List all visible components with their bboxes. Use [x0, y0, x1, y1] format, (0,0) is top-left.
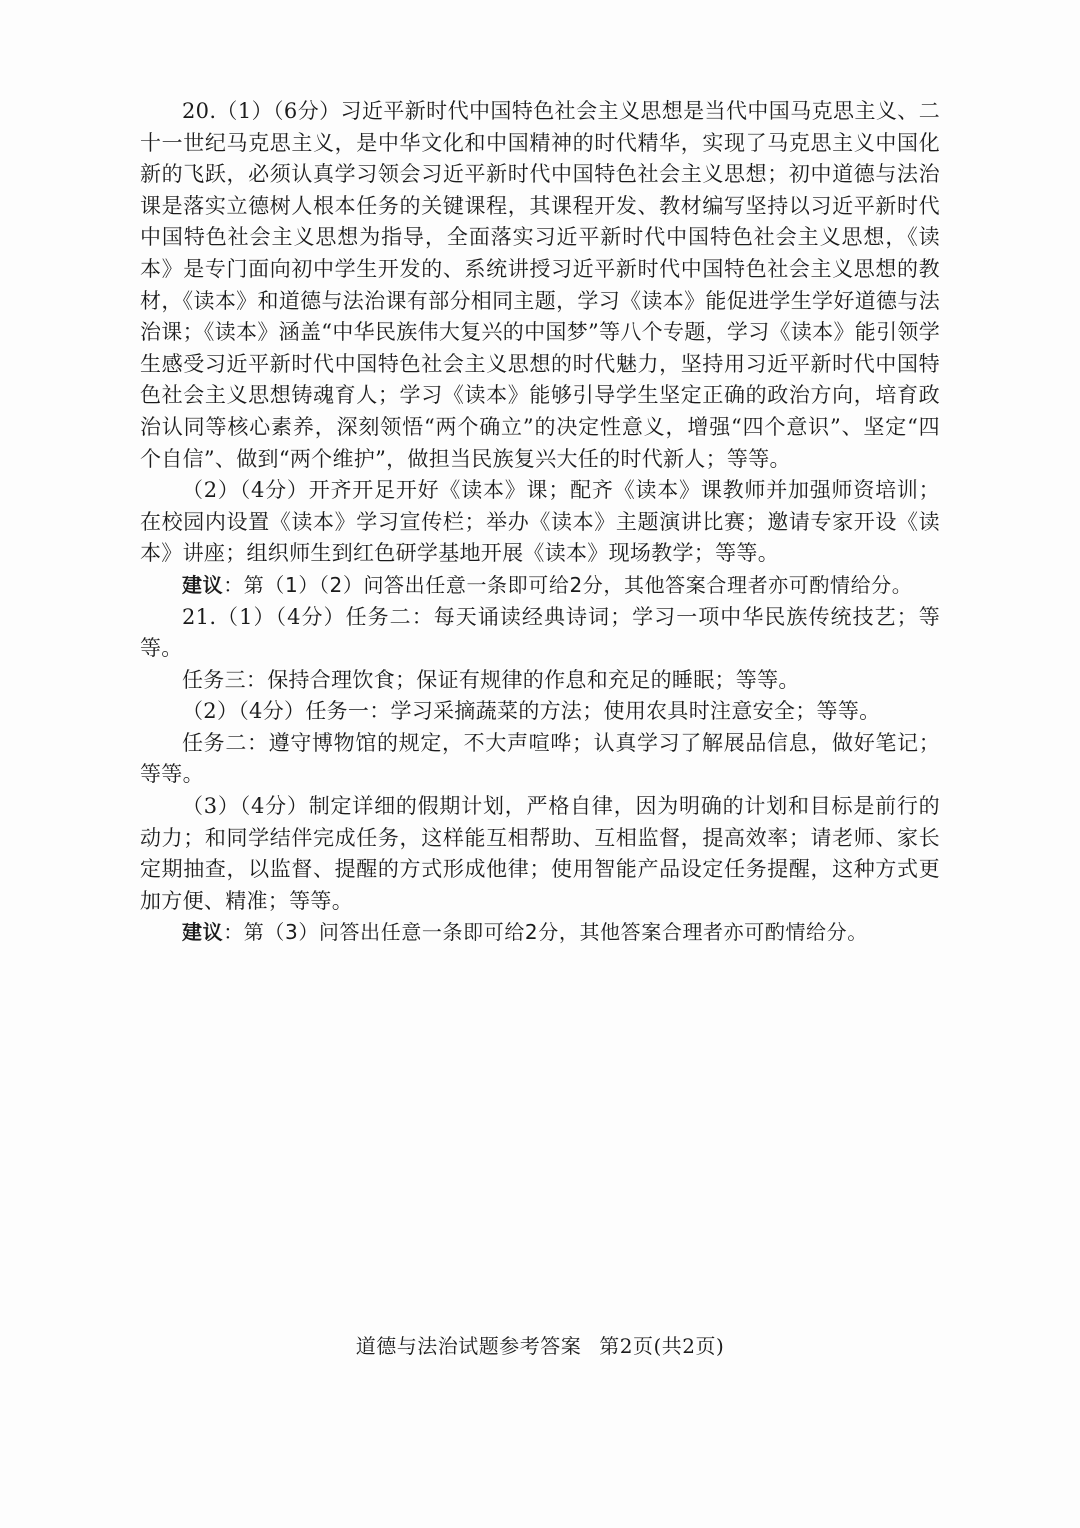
q21-note-text: ：第（3）问答出任意一条即可给2分，其他答案合理者亦可酌情给分。 — [223, 920, 868, 945]
q21-part2-task1: （2）（4分）任务一：学习采摘蔬菜的方法；使用农具时注意安全；等等。 — [182, 699, 881, 724]
q21-note-lead: 建议 — [182, 920, 224, 945]
q20-note-text: ：第（1）（2）问答出任意一条即可给2分，其他答案合理者亦可酌情给分。 — [223, 572, 913, 597]
q21-part3-answer: （3）（4分）制定详细的假期计划，严格自律，因为明确的计划和目标是前行的动力；和同学结伴完成任务，这样能互相帮助、互相监督，提高效率；请老师、家长定期抽查，以监督、提醒的方式形成他律；使用智能产品设定任务提醒，这种方式更加方便、精准；等等。 — [140, 794, 940, 913]
q21-part1-task2: 21.（1）（4分）任务二：每天诵读经典诗词；学习一项中华民族传统技艺；等等。 — [140, 604, 940, 661]
answer-content — [140, 96, 940, 949]
q21-part2-task2: 任务二：遵守博物馆的规定，不大声喧哗；认真学习了解展品信息，做好笔记；等等。 — [140, 730, 940, 787]
q20-scoring-note — [140, 570, 940, 602]
q21-part1-task3: 任务三：保持合理饮食；保证有规律的作息和充足的睡眠；等等。 — [182, 667, 800, 692]
page-footer — [0, 1330, 1080, 1359]
q20-part2-answer: （2）（4分）开齐开足开好《读本》课；配齐《读本》课教师并加强师资培训；在校园内设置《读本》学习宣传栏；举办《读本》主题演讲比赛；邀请专家开设《读本》讲座；组织师生到红色研学基地开展《读本》现场教学；等等。 — [140, 478, 940, 566]
q21-scoring-note — [140, 917, 940, 949]
footer-page-number: 第2页(共2页) — [599, 1334, 725, 1358]
q20-note-lead: 建议 — [182, 572, 224, 597]
footer-title: 道德与法治试题参考答案 — [355, 1334, 582, 1358]
q20-part1-answer: 20.（1）（6分）习近平新时代中国特色社会主义思想是当代中国马克思主义、二十一世纪马克思主义，是中华文化和中国精神的时代精华，实现了马克思主义中国化新的飞跃，必须认真学习领会习近平新时代中国特色社会主义思想；初中道德与法治课是落实立德树人根本任务的关键课程，其课程开发、教材编写坚持以习近平新时代中国特色社会主义思想为指导，全面落实习近平新时代中国特色社会主义思想，《读本》是专门面向初中学生开发的、系统讲授习近平新时代中国特色社会主义思想的教材，《读本》和道德与法治课有部分相同主题，学习《读本》能促进学生学好道德与法治课；《读本》涵盖“中华民族伟大复兴的中国梦”等八个专题，学习《读本》能引领学生感受习近平新时代中国特色社会主义思想的时代魅力，坚持用习近平新时代中国特色社会主义思想铸魂育人；学习《读本》能够引导学生坚定正确的政治方向，培育政治认同等核心素养，深刻领悟“两个确立”的决定性意义，增强“四个意识”、坚定“四个自信”、做到“两个维护”，做担当民族复兴大任的时代新人；等等。 — [140, 99, 940, 471]
